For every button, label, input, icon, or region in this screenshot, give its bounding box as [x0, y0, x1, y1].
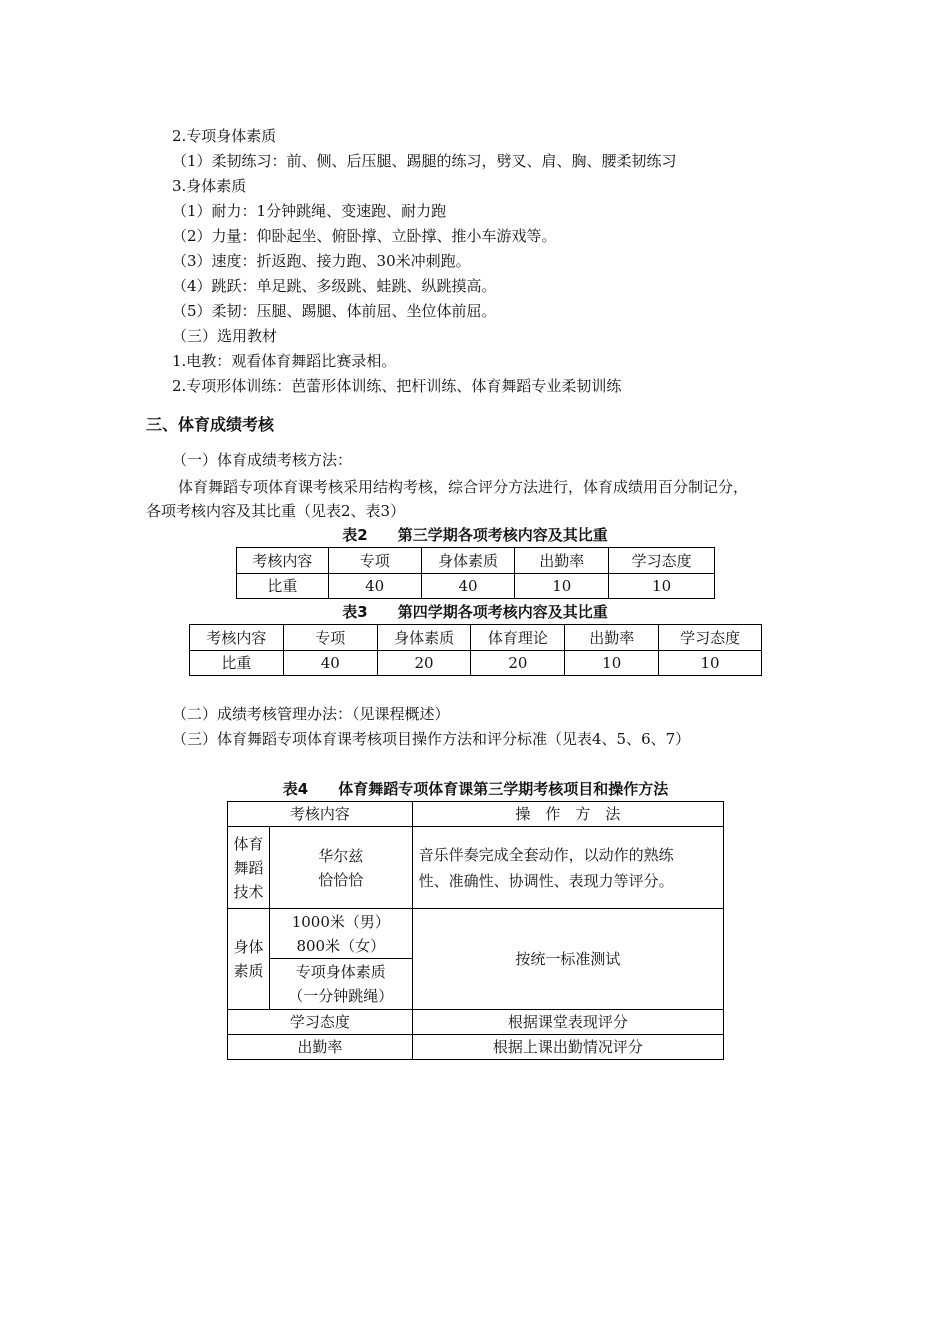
table-header-cell: 考核内容: [228, 802, 413, 827]
table-header-cell: 身体素质: [421, 548, 515, 574]
table-header-cell: 专项: [283, 625, 377, 651]
table4: [227, 801, 724, 1060]
text-line: （3）速度：折返跑、接力跑、30米冲刺跑。: [172, 252, 471, 270]
table-cell: 10: [609, 574, 715, 599]
table-row: [228, 827, 724, 909]
table-header-cell: 体育理论: [471, 625, 565, 651]
method-text: 根据课堂表现评分: [412, 1010, 723, 1035]
paragraph-line: 各项考核内容及其比重（见表2、表3）: [146, 502, 406, 520]
category-label: 技术: [233, 882, 264, 901]
table-cell: 20: [377, 651, 471, 676]
text-line: 1.电教：观看体育舞蹈比赛录相。: [172, 352, 397, 370]
table-header-cell: 学习态度: [659, 625, 762, 651]
section-heading: 三、体育成绩考核: [146, 415, 275, 434]
table3: [189, 624, 762, 676]
table-cell: 10: [515, 574, 609, 599]
subheading: （一）体育成绩考核方法：: [172, 451, 353, 469]
paragraph-line: 体育舞蹈专项体育课考核采用结构考核，综合评分方法进行，体育成绩用百分制记分，: [178, 478, 749, 496]
table-cell: 10: [659, 651, 762, 676]
table2-caption: 表2 第三学期各项考核内容及其比重: [342, 526, 608, 544]
table-header-cell: 考核内容: [190, 625, 284, 651]
item-label: 800米（女）: [296, 936, 386, 955]
table-header-cell: 学习态度: [609, 548, 715, 574]
table3-caption: 表3 第四学期各项考核内容及其比重: [342, 603, 608, 621]
method-text: 根据上课出勤情况评分: [412, 1035, 723, 1060]
item-label: 华尔兹: [318, 846, 364, 865]
text-line: （2）力量：仰卧起坐、俯卧撑、立卧撑、推小车游戏等。: [172, 227, 557, 245]
table-cell: 10: [565, 651, 659, 676]
item-label: 出勤率: [228, 1035, 413, 1060]
method-text: 按统一标准测试: [412, 909, 723, 1010]
table2: [236, 547, 715, 599]
category-label: 素质: [233, 962, 264, 980]
table-row: [190, 625, 762, 651]
table-cell: 比重: [237, 574, 329, 599]
table-row: [228, 1035, 724, 1060]
text-line: （三）选用教材: [172, 327, 278, 345]
table-header-cell: 身体素质: [377, 625, 471, 651]
table4-caption: 表4 体育舞蹈专项体育课第三学期考核项目和操作方法: [282, 780, 669, 798]
item-label: 1000米（男）: [291, 912, 390, 931]
category-label: 体育: [233, 834, 264, 853]
table-cell: 比重: [190, 651, 284, 676]
table-header-cell: 出勤率: [515, 548, 609, 574]
subheading: （三）体育舞蹈专项体育课考核项目操作方法和评分标准（见表4、5、6、7）: [172, 730, 691, 748]
text-line: （5）柔韧：压腿、踢腿、体前屈、坐位体前屈。: [172, 302, 497, 320]
category-label: 舞蹈: [233, 858, 264, 877]
text-line: （1）耐力：1分钟跳绳、变速跑、耐力跑: [172, 202, 447, 220]
text-line: 2.专项身体素质: [172, 127, 277, 145]
item-label: 恰恰恰: [318, 870, 364, 889]
table-row: [190, 651, 762, 676]
table-header-cell: 考核内容: [237, 548, 329, 574]
item-label: 学习态度: [228, 1010, 413, 1035]
text-line: 2.专项形体训练：芭蕾形体训练、把杆训练、体育舞蹈专业柔韧训练: [172, 377, 622, 395]
item-label: （一分钟跳绳）: [288, 987, 394, 1005]
text-line: 3.身体素质: [172, 177, 247, 195]
category-label: 身体: [233, 938, 264, 956]
table-row: [237, 548, 715, 574]
table-header-cell: 出勤率: [565, 625, 659, 651]
table-cell: 40: [328, 574, 421, 599]
table-row: [228, 802, 724, 827]
table-row: [237, 574, 715, 599]
subheading: （二）成绩考核管理办法：（见课程概述）: [172, 705, 450, 723]
table-header-cell: 专项: [328, 548, 421, 574]
item-label: 专项身体素质: [295, 963, 386, 981]
table-header-cell: 操 作 方 法: [412, 802, 723, 827]
method-text: 性、准确性、协调性、表现力等评分。: [418, 871, 674, 890]
table-row: [228, 1010, 724, 1035]
table-cell: 20: [471, 651, 565, 676]
text-line: （1）柔韧练习：前、侧、后压腿、踢腿的练习，劈叉、肩、胸、腰柔韧练习: [172, 152, 677, 170]
table-cell: 40: [283, 651, 377, 676]
method-text: 音乐伴奏完成全套动作，以动作的熟练: [418, 845, 674, 864]
table-cell: 40: [421, 574, 515, 599]
table-row: [228, 909, 724, 959]
text-line: （4）跳跃：单足跳、多级跳、蛙跳、纵跳摸高。: [172, 277, 497, 295]
